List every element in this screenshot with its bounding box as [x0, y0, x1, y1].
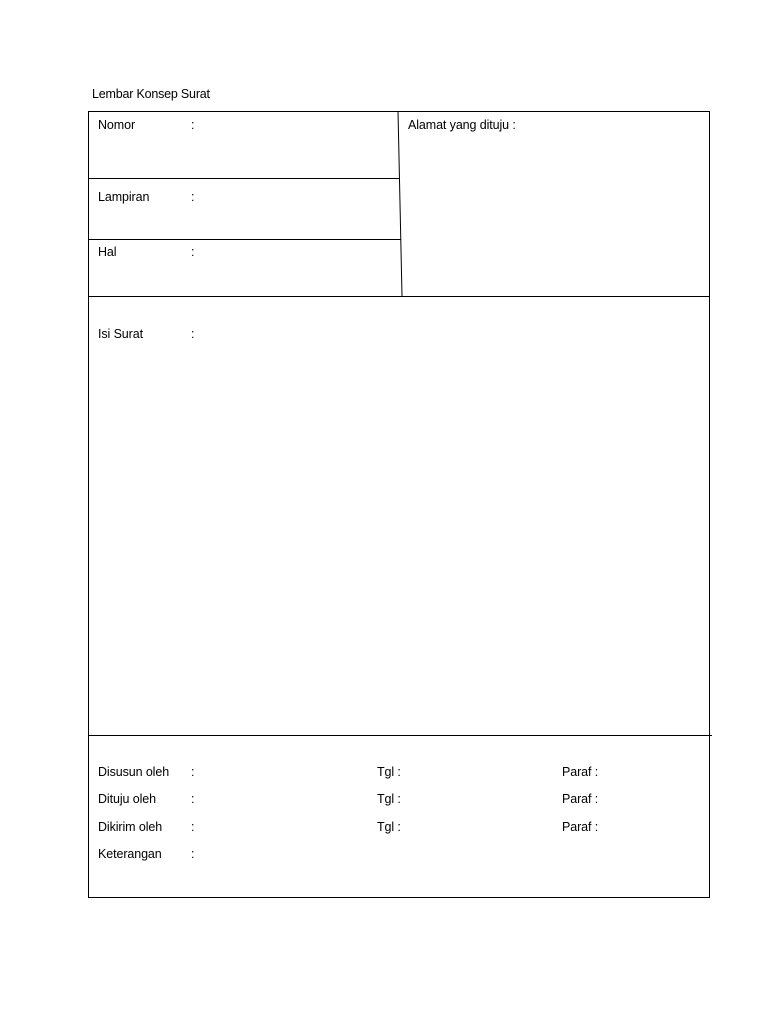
lampiran-colon: :: [191, 190, 195, 204]
header-vertical-divider: [395, 111, 407, 297]
dituju-paraf-label: Paraf :: [562, 792, 599, 806]
dituju-tgl-label: Tgl :: [377, 792, 401, 806]
isi-surat-label: Isi Surat: [98, 327, 143, 341]
dikirim-label: Dikirim oleh: [98, 820, 163, 834]
divider-lampiran-hal: [88, 239, 401, 240]
frame-right-border: [709, 111, 710, 898]
lampiran-label: Lampiran: [98, 190, 150, 204]
disusun-label: Disusun oleh: [98, 765, 170, 779]
divider-nomor-lampiran: [88, 178, 399, 179]
nomor-label: Nomor: [98, 118, 136, 132]
disusun-paraf-label: Paraf :: [562, 765, 599, 779]
frame-bottom-border: [88, 897, 710, 898]
nomor-colon: :: [191, 118, 195, 132]
disusun-colon: :: [191, 765, 195, 779]
isi-surat-colon: :: [191, 327, 195, 341]
alamat-label: Alamat yang dituju :: [408, 118, 516, 132]
dikirim-paraf-label: Paraf :: [562, 820, 599, 834]
divider-body-footer: [88, 735, 712, 736]
keterangan-label: Keterangan: [98, 847, 162, 861]
dituju-colon: :: [191, 792, 195, 806]
hal-label: Hal: [98, 245, 117, 259]
frame-left-border: [88, 111, 89, 898]
dikirim-tgl-label: Tgl :: [377, 820, 401, 834]
disusun-tgl-label: Tgl :: [377, 765, 401, 779]
page-title: Lembar Konsep Surat: [92, 87, 210, 101]
divider-header-body: [88, 296, 710, 297]
keterangan-colon: :: [191, 847, 195, 861]
dituju-label: Dituju oleh: [98, 792, 156, 806]
dikirim-colon: :: [191, 820, 195, 834]
hal-colon: :: [191, 245, 195, 259]
